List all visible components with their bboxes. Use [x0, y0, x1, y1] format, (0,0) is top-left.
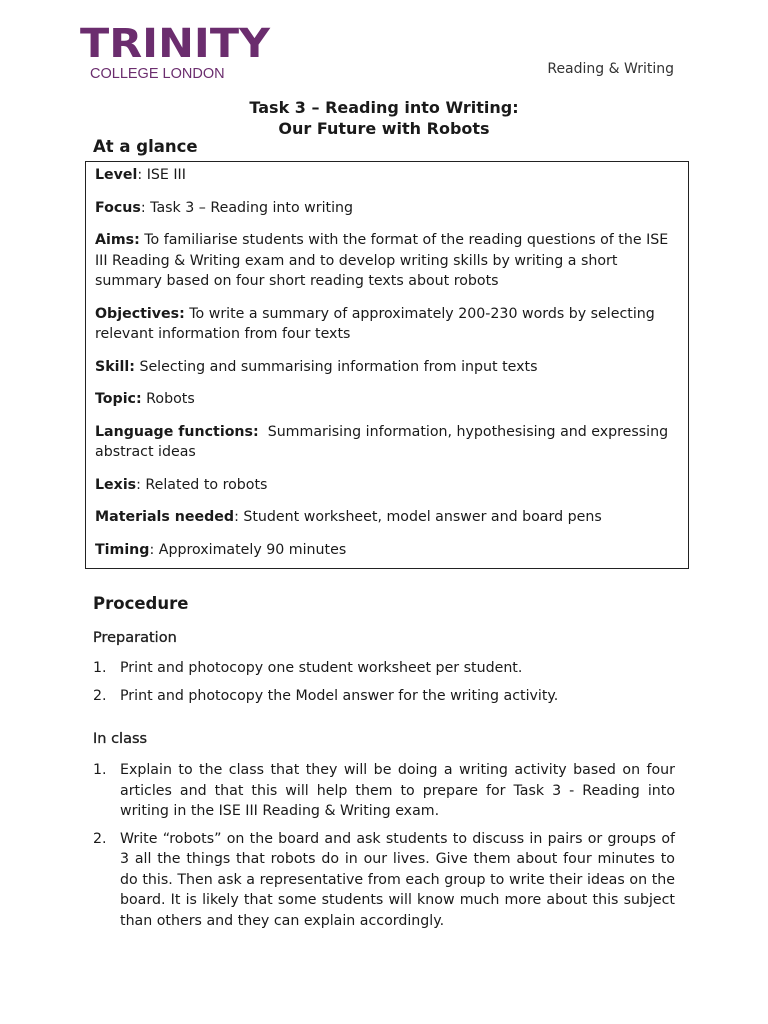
trinity-logo: [80, 21, 276, 82]
glance-label: Skill:: [95, 358, 135, 375]
glance-value: ISE III: [146, 167, 186, 183]
glance-label: Objectives:: [95, 305, 185, 322]
glance-label: Language functions:: [95, 423, 259, 440]
list-item: [93, 760, 675, 822]
glance-row-timing: [95, 540, 679, 561]
glance-label: Topic:: [95, 391, 142, 407]
glance-label: Materials needed: [95, 509, 235, 525]
glance-value: Related to robots: [145, 476, 268, 493]
in-class-heading: In class: [93, 731, 148, 747]
glance-row-aims: [95, 230, 679, 292]
glance-label: Aims:: [95, 232, 140, 248]
glance-value: To familiarise students with the format of the reading questions of the ISE III Reading & Writing exam and to develop writing skills by writing a short summary based on four short reading texts about robots: [95, 232, 669, 289]
glance-value: Selecting and summarising information from input texts: [139, 358, 538, 375]
list-number: 1.: [93, 660, 107, 676]
glance-sep: :: [136, 476, 146, 493]
glance-row-materials: [95, 507, 679, 528]
glance-sep: :: [149, 541, 159, 558]
list-number: 1.: [93, 762, 107, 778]
glance-label: Lexis: [95, 476, 137, 493]
glance-value: Approximately 90 minutes: [158, 541, 347, 558]
list-text: Write “robots” on the board and ask students to discuss in pairs or groups of 3 all the things that robots do in our lives. Give them about four minutes to do this. Then ask a representative from each group to write their ideas on the board. It is likely that some students will know much more about this subject than others and they can explain accordingly.: [120, 830, 675, 929]
in-class-list: [93, 760, 675, 938]
at-a-glance-box: [85, 161, 689, 569]
page-title-line1: Task 3 – Reading into Writing:: [249, 98, 519, 117]
glance-row-topic: [95, 389, 679, 410]
glance-value: Summarising information, hypothesising and expressing abstract ideas: [95, 423, 669, 460]
glance-label: Focus: [95, 199, 141, 216]
glance-sep: :: [137, 167, 147, 183]
at-a-glance-heading: At a glance: [93, 137, 198, 156]
glance-sep: [259, 424, 268, 440]
list-number: 2.: [93, 687, 107, 704]
logo-subtitle: COLLEGE LONDON: [90, 66, 225, 82]
glance-row-focus: [95, 198, 679, 219]
glance-value: Student worksheet, model answer and board pens: [243, 509, 602, 525]
glance-value: Task 3 – Reading into writing: [150, 199, 354, 216]
page-title-line2: Our Future with Robots: [278, 119, 490, 138]
list-number: 2.: [93, 830, 107, 847]
glance-sep: :: [234, 509, 244, 525]
list-item: [93, 829, 675, 932]
glance-label: Level: [95, 167, 138, 183]
glance-value: To write a summary of approximately 200-230 words by selecting relevant information from four texts: [95, 305, 655, 342]
glance-sep: :: [140, 199, 151, 216]
section-label: Reading & Writing: [547, 61, 674, 77]
procedure-heading: Procedure: [93, 594, 189, 613]
list-text: Print and photocopy one student worksheet per student.: [120, 660, 523, 676]
glance-row-skill: [95, 357, 679, 378]
logo-wordmark: TRINITY: [80, 21, 271, 67]
glance-label: Timing: [95, 541, 150, 558]
glance-value: Robots: [146, 391, 195, 407]
glance-row-language-functions: [95, 422, 679, 463]
glance-row-lexis: [95, 475, 679, 496]
list-text: Explain to the class that they will be doing a writing activity based on four articles and that this will help them to prepare for Task 3 - Reading into writing in the ISE III Reading & Writing exam.: [120, 762, 675, 819]
glance-row-objectives: [95, 304, 679, 345]
preparation-heading: Preparation: [93, 630, 177, 646]
list-item: [93, 658, 675, 679]
list-item: [93, 686, 675, 707]
list-text: Print and photocopy the Model answer for the writing activity.: [120, 687, 559, 704]
glance-row-level: [95, 165, 679, 186]
preparation-list: [93, 658, 675, 713]
